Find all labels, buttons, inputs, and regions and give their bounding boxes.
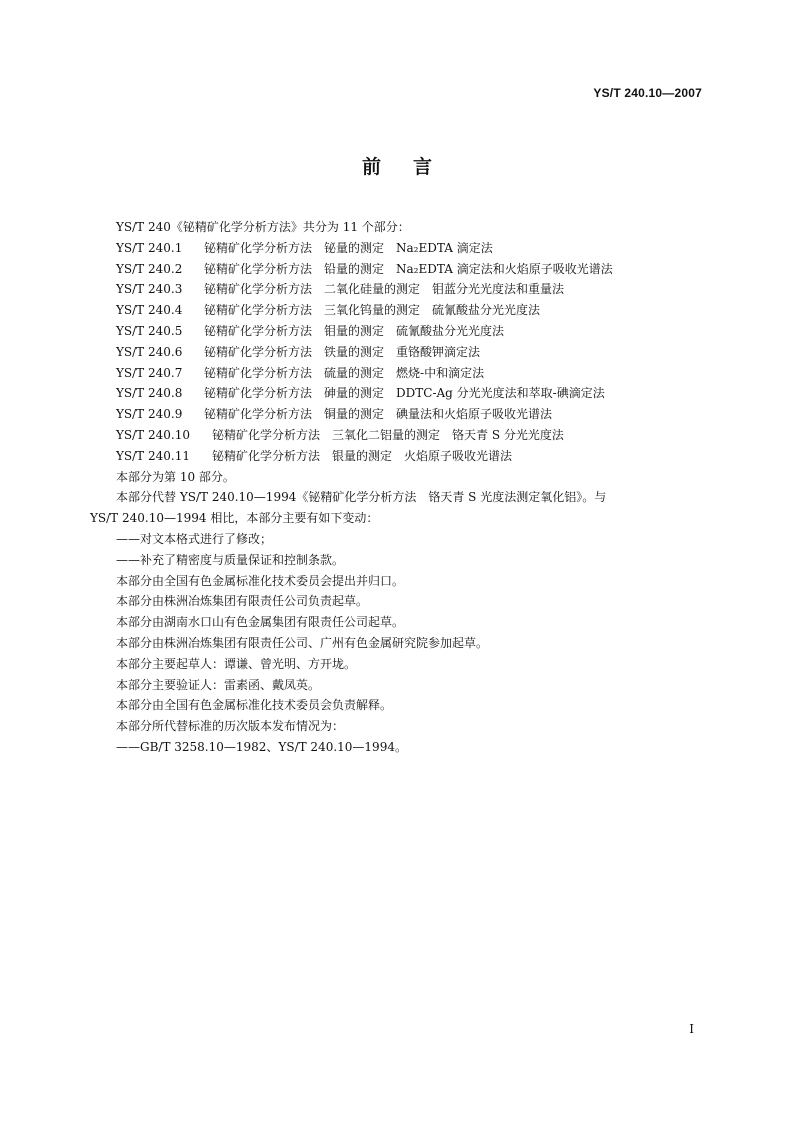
part-code: YS/T 240.6 <box>116 344 183 359</box>
history-versions: ——GB/T 3258.10—1982、YS/T 240.10—1994。 <box>116 739 407 754</box>
list-item <box>90 259 706 280</box>
part-item: 硫量的测定 <box>324 365 385 380</box>
part-method: Na₂EDTA 滴定法 <box>396 240 493 255</box>
replacement-statement-line-2: YS/T 240.10—1994 相比，本部分主要有如下变动： <box>90 511 379 526</box>
part-code: YS/T 240.1 <box>116 240 183 255</box>
part-number-statement: 本部分为第 10 部分。 <box>116 469 235 484</box>
list-item <box>90 404 706 425</box>
part-item: 二氧化硅量的测定 <box>324 282 421 297</box>
part-method: 硫氰酸盐分光光度法 <box>396 323 505 338</box>
change-item: ——对文本格式进行了修改； <box>116 531 273 546</box>
part-method: 重铬酸钾滴定法 <box>396 344 481 359</box>
part-item: 铜量的测定 <box>324 407 385 422</box>
list-item <box>90 446 706 467</box>
part-name: 铋精矿化学分析方法 <box>204 261 313 276</box>
part-item: 银量的测定 <box>332 448 393 463</box>
part-name: 铋精矿化学分析方法 <box>204 344 313 359</box>
part-item: 钼量的测定 <box>324 323 385 338</box>
intro-paragraph: YS/T 240《铋精矿化学分析方法》共分为 11 个部分： <box>116 220 410 234</box>
statement-paragraph: 本部分由株洲冶炼集团有限责任公司、广州有色金属研究院参加起草。 <box>116 635 489 650</box>
part-method: 硫氰酸盐分光光度法 <box>432 303 541 318</box>
part-name: 铋精矿化学分析方法 <box>204 240 313 255</box>
part-code: YS/T 240.8 <box>116 386 183 401</box>
statement-paragraph: 本部分由株洲冶炼集团有限责任公司负责起草。 <box>116 594 369 609</box>
part-item: 砷量的测定 <box>324 386 385 401</box>
list-item <box>90 383 706 404</box>
parts-list <box>90 238 706 467</box>
page-number: I <box>689 1022 694 1036</box>
part-code: YS/T 240.3 <box>116 282 183 297</box>
list-item <box>90 279 706 300</box>
part-name: 铋精矿化学分析方法 <box>204 365 313 380</box>
part-item: 三氧化二铝量的测定 <box>332 427 441 442</box>
replacement-statement-line-1: 本部分代替 YS/T 240.10—1994《铋精矿化学分析方法 铬天青 S 光度法测定氧化铝》。与 <box>116 490 607 505</box>
part-item: 铅量的测定 <box>324 261 385 276</box>
list-item <box>90 342 706 363</box>
part-method: 燃烧-中和滴定法 <box>396 365 485 380</box>
part-name: 铋精矿化学分析方法 <box>204 407 313 422</box>
part-name: 铋精矿化学分析方法 <box>204 323 313 338</box>
statement-paragraph: 本部分所代替标准的历次版本发布情况为： <box>116 719 345 734</box>
part-name: 铋精矿化学分析方法 <box>212 448 321 463</box>
change-item: ——补充了精密度与质量保证和控制条款。 <box>116 552 345 567</box>
part-method: 铬天青 S 分光光度法 <box>452 427 564 442</box>
list-item <box>90 238 706 259</box>
part-code: YS/T 240.11 <box>116 448 190 463</box>
part-name: 铋精矿化学分析方法 <box>204 282 313 297</box>
part-name: 铋精矿化学分析方法 <box>212 427 321 442</box>
part-method: 碘量法和火焰原子吸收光谱法 <box>396 407 553 422</box>
part-code: YS/T 240.7 <box>116 365 183 380</box>
part-item: 铁量的测定 <box>324 344 385 359</box>
drafters-statement: 本部分主要起草人：谭谦、曾光明、方开垅。 <box>116 656 357 671</box>
list-item <box>90 300 706 321</box>
part-code: YS/T 240.10 <box>116 427 190 442</box>
part-method: Na₂EDTA 滴定法和火焰原子吸收光谱法 <box>396 261 613 276</box>
standard-code: YS/T 240.10—2007 <box>593 86 702 100</box>
foreword-body <box>90 217 706 758</box>
part-method: DDTC-Ag 分光光度法和萃取-碘滴定法 <box>396 386 605 401</box>
page-title: 前言 <box>361 156 464 178</box>
part-method: 钼蓝分光光度法和重量法 <box>432 282 565 297</box>
verifiers-statement: 本部分主要验证人：雷素函、戴凤英。 <box>116 677 321 692</box>
list-item <box>90 363 706 384</box>
statement-paragraph: 本部分由湖南水口山有色金属集团有限责任公司起草。 <box>116 615 405 630</box>
part-item: 三氧化钨量的测定 <box>324 303 421 318</box>
part-code: YS/T 240.9 <box>116 407 183 422</box>
part-name: 铋精矿化学分析方法 <box>204 303 313 318</box>
part-method: 火焰原子吸收光谱法 <box>404 448 513 463</box>
part-code: YS/T 240.4 <box>116 303 183 318</box>
list-item <box>90 425 706 446</box>
statement-paragraph: 本部分由全国有色金属标准化技术委员会负责解释。 <box>116 698 393 713</box>
part-item: 铋量的测定 <box>324 240 385 255</box>
part-code: YS/T 240.5 <box>116 323 183 338</box>
part-code: YS/T 240.2 <box>116 261 183 276</box>
list-item <box>90 321 706 342</box>
part-name: 铋精矿化学分析方法 <box>204 386 313 401</box>
statement-paragraph: 本部分由全国有色金属标准化技术委员会提出并归口。 <box>116 573 405 588</box>
